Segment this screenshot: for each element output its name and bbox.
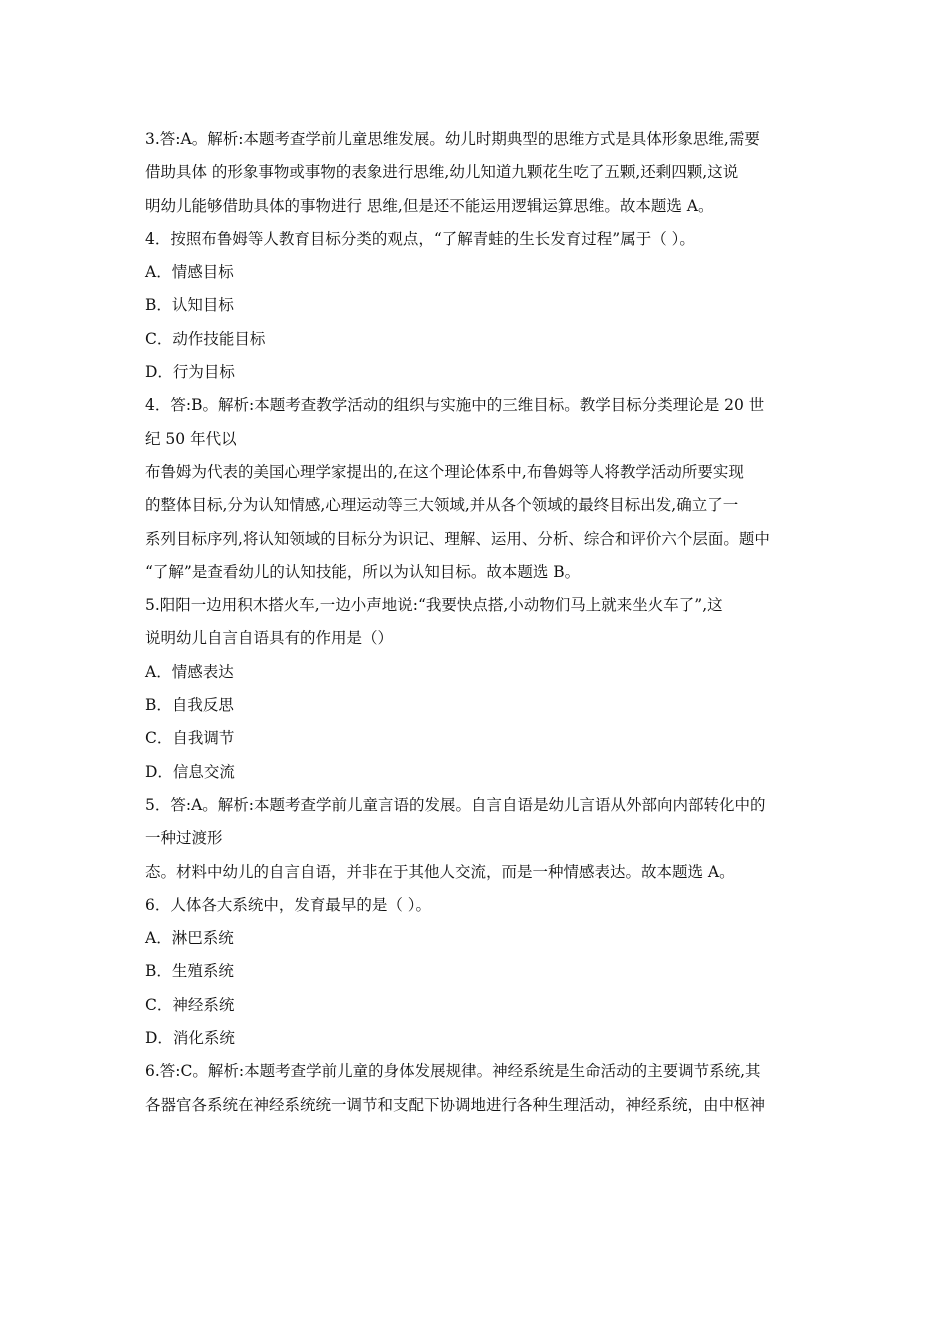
option-c: C．自我调节 [145,729,235,748]
answer-4-line: 4．答:B。解析:本题考查教学活动的组织与实施中的三维目标。教学目标分类理论是 20 世 [145,396,765,415]
option-a: A．淋巴系统 [145,929,234,948]
option-c: C．神经系统 [145,995,235,1014]
question-5-stem: 5.阳阳一边用积木搭火车,一边小声地说:“我要快点搭,小动物们马上就来坐火车了”,这 [145,596,723,615]
answer-6-line: 6.答:C。解析:本题考查学前儿童的身体发展规律。神经系统是生命活动的主要调节系统,其 [145,1062,761,1081]
answer-4-line: 布鲁姆为代表的美国心理学家提出的,在这个理论体系中,布鲁姆等人将教学活动所要实现 [145,462,744,481]
answer-5-line: 5．答:A。解析:本题考查学前儿童言语的发展。自言自语是幼儿言语从外部向内部转化中的 [145,795,766,814]
answer-4-line: 系列目标序列,将认知领域的目标分为识记、理解、运用、分析、综合和评价六个层面。题中 [145,529,770,548]
question-4-stem: 4．按照布鲁姆等人教育目标分类的观点，“了解青蛙的生长发育过程”属于（ ）。 [145,229,695,248]
option-c: C．动作技能目标 [145,329,266,348]
text-line: 3.答:A。解析:本题考查学前儿童思维发展。幼儿时期典型的思维方式是具体形象思维,需要 [145,130,760,148]
answer-6-line: 各器官各系统在神经系统统一调节和支配下协调地进行各种生理活动，神经系统，由中枢神 [145,1095,766,1114]
document-body [145,123,815,1122]
option-a: A．情感目标 [145,263,234,282]
answer-5-line: 一种过渡形 [145,829,223,848]
option-d: D．消化系统 [145,1029,235,1048]
answer-4-line: 的整体目标,分为认知情感,心理运动等三大领域,并从各个领域的最终目标出发,确立了一 [145,496,739,515]
option-d: D．信息交流 [145,762,235,781]
option-b: B．生殖系统 [145,962,234,981]
question-5-stem: 说明幼儿自言自语具有的作用是（） [145,629,394,648]
answer-4-line: “了解”是查看幼儿的认知技能，所以为认知目标。故本题选 B。 [145,562,581,581]
option-a: A．情感表达 [145,662,234,681]
option-b: B．认知目标 [145,296,234,315]
option-d: D．行为目标 [145,363,235,382]
text-line: 明幼儿能够借助具体的事物进行 思维,但是还不能运用逻辑运算思维。故本题选 A。 [145,196,714,215]
option-b: B．自我反思 [145,696,234,715]
answer-4-line: 纪 50 年代以 [145,429,237,448]
question-6-stem: 6．人体各大系统中，发育最早的是（ ）。 [145,895,432,914]
answer-5-line: 态。材料中幼儿的自言自语，并非在于其他人交流，而是一种情感表达。故本题选 A。 [145,862,735,881]
text-line: 借助具体 的形象事物或事物的表象进行思维,幼儿知道九颗花生吃了五颗,还剩四颗,这说 [145,163,739,182]
